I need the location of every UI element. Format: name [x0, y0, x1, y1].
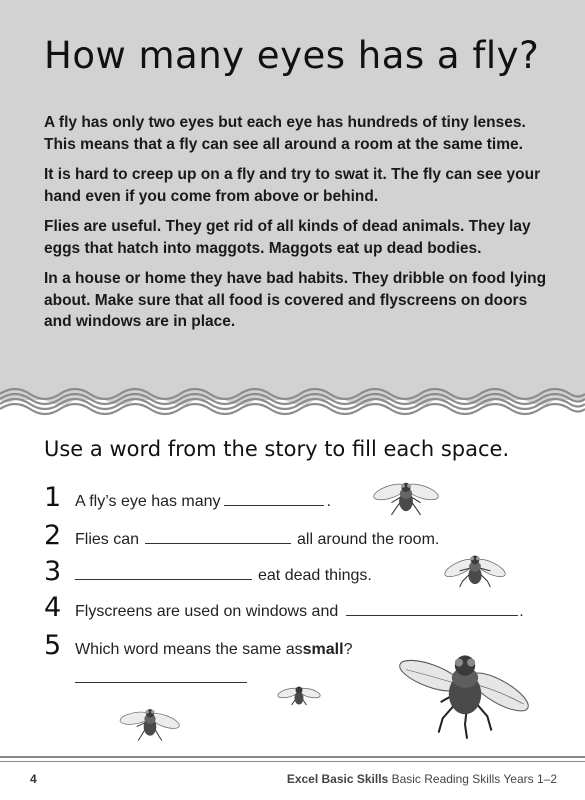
footer-credit: [287, 772, 557, 786]
wave-border: [0, 372, 585, 432]
question-3: [44, 556, 372, 586]
question-text-end: all around the room.: [297, 531, 440, 548]
question-number: 2: [44, 520, 62, 551]
fly-icon: [370, 472, 442, 518]
answer-blank[interactable]: [346, 601, 518, 616]
question-1: [44, 482, 331, 512]
question-4: [44, 592, 524, 622]
fly-icon: [440, 546, 510, 590]
passage-paragraph: It is hard to creep up on a fly and try to swat it. The fly can see your hand even if you come from above or behind.: [44, 166, 541, 205]
question-number: 1: [44, 482, 62, 513]
question-text-end: eat dead things.: [258, 567, 372, 584]
answer-blank[interactable]: [145, 529, 291, 544]
question-text: Flies can: [75, 531, 140, 548]
fly-icon: [276, 680, 322, 710]
footer-divider: [0, 761, 585, 762]
question-text-end: .: [519, 603, 524, 620]
series-name: Excel Basic Skills: [286, 772, 389, 786]
question-text: A fly’s eye has many: [75, 493, 221, 510]
question-bold-word: small: [302, 641, 344, 658]
question-text-end: ?: [343, 641, 353, 658]
passage-paragraph: Flies are useful. They get rid of all kinds of dead animals. They lay eggs that hatch into maggots. Maggots eat up dead bodies.: [44, 218, 531, 257]
fly-icon: [116, 700, 184, 742]
question-number: 5: [44, 630, 62, 661]
book-name: Basic Reading Skills Years 1–2: [391, 772, 557, 786]
question-2: [44, 520, 439, 550]
reading-passage: [44, 112, 559, 342]
question-number: 4: [44, 592, 62, 623]
question-text: Flyscreens are used on windows and: [75, 603, 339, 620]
page-title: How many eyes has a fly?: [44, 34, 540, 77]
question-text-end: .: [326, 493, 332, 510]
page-number: 4: [30, 772, 37, 786]
answer-blank[interactable]: [75, 565, 252, 580]
answer-blank[interactable]: [75, 682, 247, 683]
passage-paragraph: A fly has only two eyes but each eye has hundreds of tiny lenses. This means that a fly can see all around a room at the same time.: [44, 114, 526, 153]
passage-paragraph: In a house or home they have bad habits. They dribble on food lying about. Make sure that all food is covered and flyscreens on doors and windows are in place.: [44, 270, 547, 330]
question-text: Which word means the same as: [75, 641, 303, 658]
footer-divider: [0, 756, 585, 758]
question-number: 3: [44, 556, 62, 587]
answer-blank[interactable]: [224, 491, 324, 506]
instruction-heading: Use a word from the story to fill each space.: [44, 437, 510, 461]
question-5: [44, 630, 352, 660]
fly-icon: [398, 645, 530, 743]
